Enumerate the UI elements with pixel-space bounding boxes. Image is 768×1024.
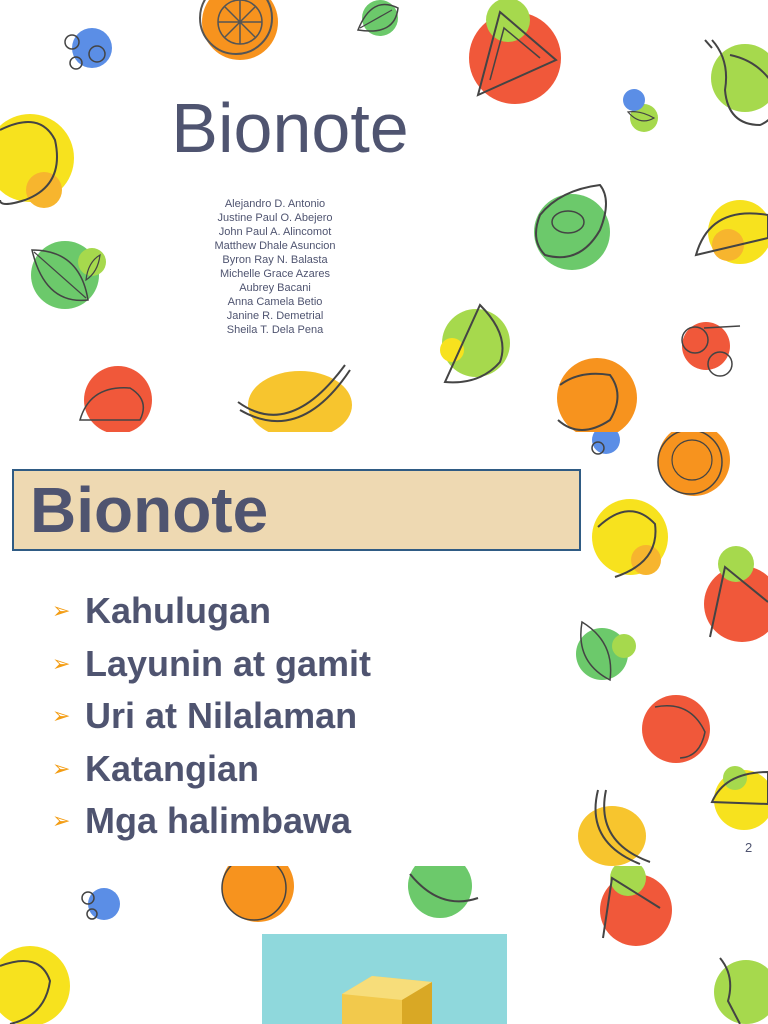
slide-title: Bionote [171, 89, 409, 167]
author-name: John Paul A. Alincomot [218, 226, 332, 238]
pear-icon [705, 40, 768, 125]
orange-slice-icon [222, 866, 294, 922]
author-name: Byron Ray N. Balasta [222, 254, 328, 266]
orange-slice-icon [200, 0, 278, 60]
title-slide [0, 0, 768, 432]
arrow-bullet-icon: ➢ [52, 598, 71, 624]
list-item-label: Katangian [85, 747, 260, 789]
next-slide-preview [0, 866, 768, 1024]
fruit-decoration [0, 0, 768, 432]
author-name: Michelle Grace Azares [219, 268, 331, 280]
orange-icon [557, 358, 637, 432]
avocado-icon [534, 185, 610, 270]
orange-slice-icon [658, 432, 730, 496]
leaf-icon [358, 0, 398, 36]
list-item [52, 638, 371, 691]
cherry-icon [682, 322, 740, 376]
list-item-label: Uri at Nilalaman [85, 695, 358, 737]
strawberry-icon [80, 366, 152, 432]
author-name: Aubrey Bacani [239, 282, 311, 294]
lemon-slice-icon [712, 766, 768, 830]
apple-slice-icon [440, 305, 510, 382]
author-name: Anna Camela Betio [227, 296, 323, 308]
blueberry-icon [65, 28, 112, 69]
avocado-icon [408, 866, 478, 918]
author-name: Matthew Dhale Asuncion [214, 240, 336, 252]
list-item [52, 585, 371, 638]
blueberry-icon [592, 432, 620, 454]
leaf-icon [31, 241, 106, 309]
question-block-icon [262, 934, 507, 1024]
slide-title: Bionote [30, 474, 269, 546]
pear-icon [714, 958, 768, 1024]
banana-icon [238, 365, 352, 432]
author-name: Janine R. Demetrial [226, 310, 324, 322]
list-item [52, 690, 371, 743]
list-item-label: Kahulugan [85, 590, 271, 632]
page-number: 2 [745, 840, 753, 855]
lemon-icon [0, 946, 70, 1024]
banana-icon [578, 790, 650, 866]
blueberry-icon [82, 888, 120, 920]
watermelon-icon [600, 866, 672, 946]
arrow-bullet-icon: ➢ [52, 703, 71, 729]
list-item-label: Mga halimbawa [85, 800, 352, 842]
author-name: Alejandro D. Antonio [224, 198, 326, 210]
author-name: Sheila T. Dela Pena [226, 324, 324, 336]
blueberry-leaf-icon [623, 89, 658, 132]
agenda-slide [0, 432, 768, 866]
list-item-label: Layunin at gamit [85, 642, 372, 684]
arrow-bullet-icon: ➢ [52, 650, 71, 676]
leaf-icon [576, 622, 636, 680]
image-panel [262, 934, 507, 1024]
list-item [52, 795, 371, 848]
arrow-bullet-icon: ➢ [52, 755, 71, 781]
title-banner [12, 469, 581, 551]
lemon-slice-icon [696, 200, 768, 264]
author-name: Justine Paul O. Abejero [217, 212, 333, 224]
watermelon-icon [704, 546, 768, 642]
lemon-icon [592, 499, 668, 577]
topic-list [52, 585, 371, 848]
strawberry-icon [642, 695, 710, 763]
list-item [52, 743, 371, 796]
arrow-bullet-icon: ➢ [52, 808, 71, 834]
author-list [175, 197, 375, 337]
